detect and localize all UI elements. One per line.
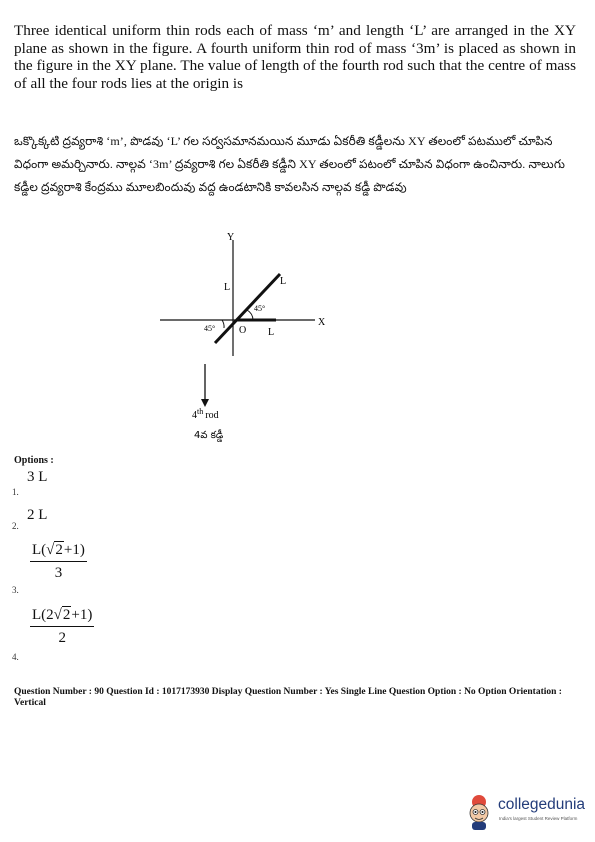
option-1-text[interactable]: 3 L (27, 469, 48, 485)
option-2-number: 2. (12, 521, 19, 531)
fourth-rod-number: 4 (192, 410, 197, 421)
rods-figure (150, 228, 350, 448)
option-3-fraction[interactable] (30, 542, 87, 582)
fourth-rod-ordinal: th (197, 407, 204, 416)
option-3-sqrt: √2 (46, 542, 63, 558)
logo-wordmark: collegedunia (498, 796, 586, 813)
logo-tagline: India's largest Student Review Platform (499, 816, 578, 821)
option-4-sqrt: √2 (53, 607, 71, 623)
option-1-number: 1. (12, 487, 19, 497)
option-4-num-suffix: +1) (71, 607, 93, 623)
angle-arc-left (222, 320, 224, 328)
fourth-rod-word: rod (205, 410, 219, 421)
option-3-num-prefix: L( (32, 542, 47, 558)
option-3-numerator (30, 542, 87, 562)
mascot-icon (462, 793, 496, 831)
angle-label-left: 45° (204, 324, 216, 333)
option-2-text[interactable]: 2 L (27, 507, 48, 523)
origin-label: O (239, 325, 247, 336)
rod-label-x: L (268, 327, 275, 338)
question-text-telugu: ఒక్కొక్కటి ద్రవ్యరాశి ‘m’, పొడవు ‘L’ గల సర్వసమానమయిన మూడు ఏకరీతి కడ్డీలను XY తలంలో పటములో చూపిన విధంగా అమర్చినారు. నాల్గవ ‘3m’ ద్రవ్యరాశి గల ఏకరీతి కడ్డీని XY తలంలో పటంలో చూపిన విధంగా ఉంచినారు. నాలుగు కడ్డీల ద్రవ్యరాశి కేంద్రము మూలబిందువు వద్ద ఉండటానికి కావలసిన నాల్గవ కడ్డీ పొడవు (14, 134, 566, 194)
option-4-fraction[interactable] (30, 607, 94, 647)
collegedunia-logo (462, 793, 586, 831)
y-axis-label: Y (227, 232, 235, 243)
fourth-rod-label-telugu: 4వ కడ్డీ (194, 430, 224, 441)
x-axis-label: X (318, 317, 326, 328)
option-3-number: 3. (12, 585, 19, 595)
option-4-num-prefix: L(2 (32, 607, 54, 623)
question-text-english: Three identical uniform thin rods each of mass ‘m’ and length ‘L’ are arranged in the XY plane as shown in the figure. A fourth uniform thin rod of mass ‘3m’ is placed as shown in the figure in the XY plane. The value of length of the fourth rod such that the centre of mass of all the four rods lies at the origin is (14, 22, 576, 92)
option-4-numerator (30, 607, 94, 627)
option-3-radicand: 2 (55, 542, 63, 558)
option-4-denominator: 2 (58, 630, 66, 646)
fourth-rod-label (192, 407, 219, 421)
rod-label-upper: L (224, 282, 231, 293)
option-3-denominator: 3 (54, 565, 63, 581)
option-4-number: 4. (12, 652, 19, 662)
option-4-radicand: 2 (62, 607, 71, 623)
option-3-num-suffix: +1) (63, 542, 85, 558)
fourth-rod-arrowhead (201, 399, 209, 407)
angle-label-right: 45° (254, 304, 266, 313)
options-heading: Options : (14, 455, 54, 466)
rod-label-diagonal: L (280, 276, 287, 287)
question-metadata: Question Number : 90 Question Id : 1017173930 Display Question Number : Yes Single Line Question Option : No Option Orientation : Vertical (14, 687, 562, 708)
